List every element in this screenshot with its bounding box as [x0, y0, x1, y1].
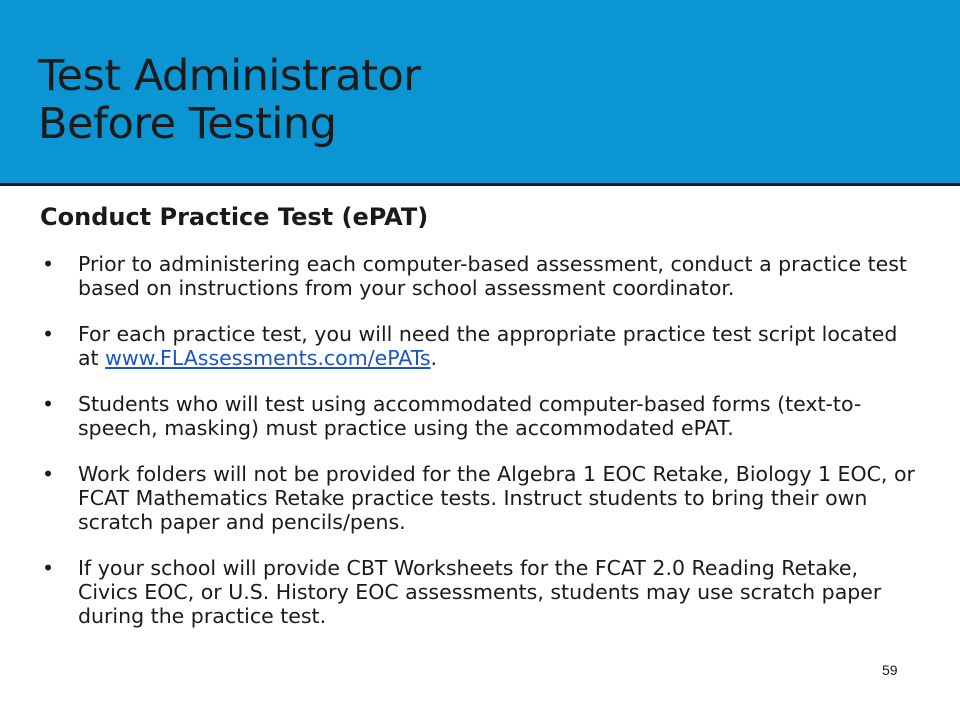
bullet-dot: •: [42, 392, 55, 416]
slide-title-line-2: Before Testing: [38, 99, 337, 149]
epats-link[interactable]: www.FLAssessments.com/ePATs: [105, 346, 431, 370]
bullet-dot: •: [42, 322, 55, 346]
slide-title-line-1: Test Administrator: [38, 51, 421, 101]
bullet-text: Students who will test using accommodated computer-based forms (text-to-speech, masking) must practice using the accommodated ePAT.: [78, 392, 862, 440]
slide-title: [38, 52, 420, 148]
title-banner: [0, 0, 960, 186]
section-heading: Conduct Practice Test (ePAT): [40, 203, 429, 231]
bullet-text-end: .: [430, 346, 438, 370]
bullet-text: For each practice test, you will need the appropriate practice test script located at: [78, 322, 898, 370]
bullet-dot: •: [42, 462, 55, 486]
bullet-list: [40, 252, 920, 650]
bullet-text: If your school will provide CBT Worksheets for the FCAT 2.0 Reading Retake, Civics EOC, or U.S. History EOC assessments, students may use scratch paper during the practice test.: [78, 556, 882, 628]
bullet-item: [40, 322, 920, 370]
bullet-item: [40, 462, 920, 534]
bullet-item: [40, 556, 920, 628]
bullet-text: Work folders will not be provided for the Algebra 1 EOC Retake, Biology 1 EOC, or FCAT Mathematics Retake practice tests. Instruct students to bring their own scratch paper and pencils/pens.: [78, 462, 915, 534]
page-number: 59: [882, 662, 898, 678]
bullet-dot: •: [42, 556, 55, 580]
bullet-item: [40, 392, 920, 440]
bullet-text: Prior to administering each computer-based assessment, conduct a practice test based on instructions from your school assessment coordinator.: [78, 252, 907, 300]
bullet-item: [40, 252, 920, 300]
bullet-dot: •: [42, 252, 55, 276]
